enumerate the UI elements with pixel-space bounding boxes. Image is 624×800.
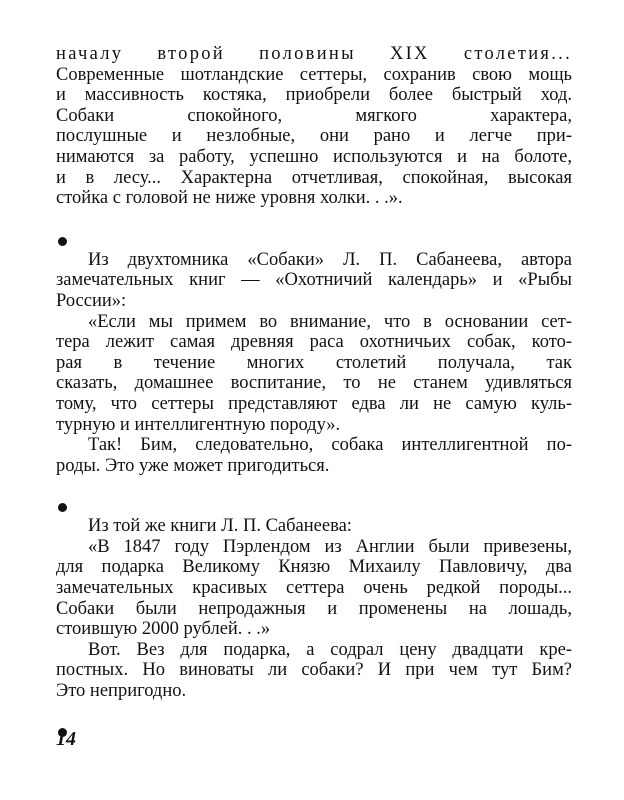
text-line: Из двухтомника «Собаки» Л. П. Сабанеева, автора [88, 249, 572, 270]
section-bullet-icon [58, 503, 67, 512]
text-line: Это непригодно. [56, 681, 187, 702]
text-line: стойка с головой не ниже уровня холки. . .». [56, 188, 403, 209]
page-number: 14 [56, 728, 76, 750]
text-line: и массивность костяка, приобрели более быстрый ход. [56, 85, 572, 106]
text-line: постных. Но виноваты ли собаки? И при чем тут Бим? [56, 660, 572, 681]
text-line: замечательных книг — «Охотничий календарь» и «Рыбы [56, 270, 572, 291]
text-line: замечательных красивых сеттера очень редкой породы... [56, 578, 572, 599]
text-line: рая в течение многих столетий получала, так [56, 352, 572, 373]
paragraph-3 [56, 516, 572, 701]
text-line: роды. Это уже может пригодиться. [56, 455, 330, 476]
text-line: началу второй половины XIX столетия... [56, 44, 572, 64]
text-line: Из той же книги Л. П. Сабанеева: [88, 516, 352, 537]
text-line: стоившую 2000 рублей. . .» [56, 619, 271, 640]
page-body [56, 44, 572, 737]
text-line: тому, что сеттеры представляют едва ли не самую куль- [56, 393, 572, 414]
text-line: послушные и незлобные, они рано и легче при- [56, 126, 572, 147]
section-bullet-icon [58, 237, 67, 246]
text-line: Современные шотландские сеттеры, сохранив свою мощь [56, 64, 572, 85]
paragraph-1 [56, 44, 572, 209]
text-line: Так! Бим, следовательно, собака интеллигентной по- [88, 435, 572, 456]
text-line: сказать, домашнее воспитание, то не станем удивляться [56, 373, 572, 394]
paragraph-2 [56, 250, 572, 477]
text-line: для подарка Великому Князю Михаилу Павловичу, два [56, 557, 572, 578]
text-line: Вот. Вез для подарка, а содрал цену двадцати кре- [88, 639, 572, 660]
text-line: нимаются за работу, успешно используются и на болоте, [56, 146, 572, 167]
text-line: «Если мы примем во внимание, что в основании сет- [88, 311, 572, 332]
text-line: Собаки были непродажныя и променены на лошадь, [56, 598, 572, 619]
text-line: «В 1847 году Пэрлендом из Англии были привезены, [88, 536, 572, 557]
text-line: Собаки спокойного, мягкого характера, [56, 105, 572, 126]
text-line: тера лежит самая древняя раса охотничьих собак, кото- [56, 332, 572, 353]
text-line: России»: [56, 290, 127, 311]
text-line: турную и интеллигентную породу». [56, 414, 341, 435]
text-line: и в лесу... Характерна отчетливая, спокойная, высокая [56, 167, 572, 188]
